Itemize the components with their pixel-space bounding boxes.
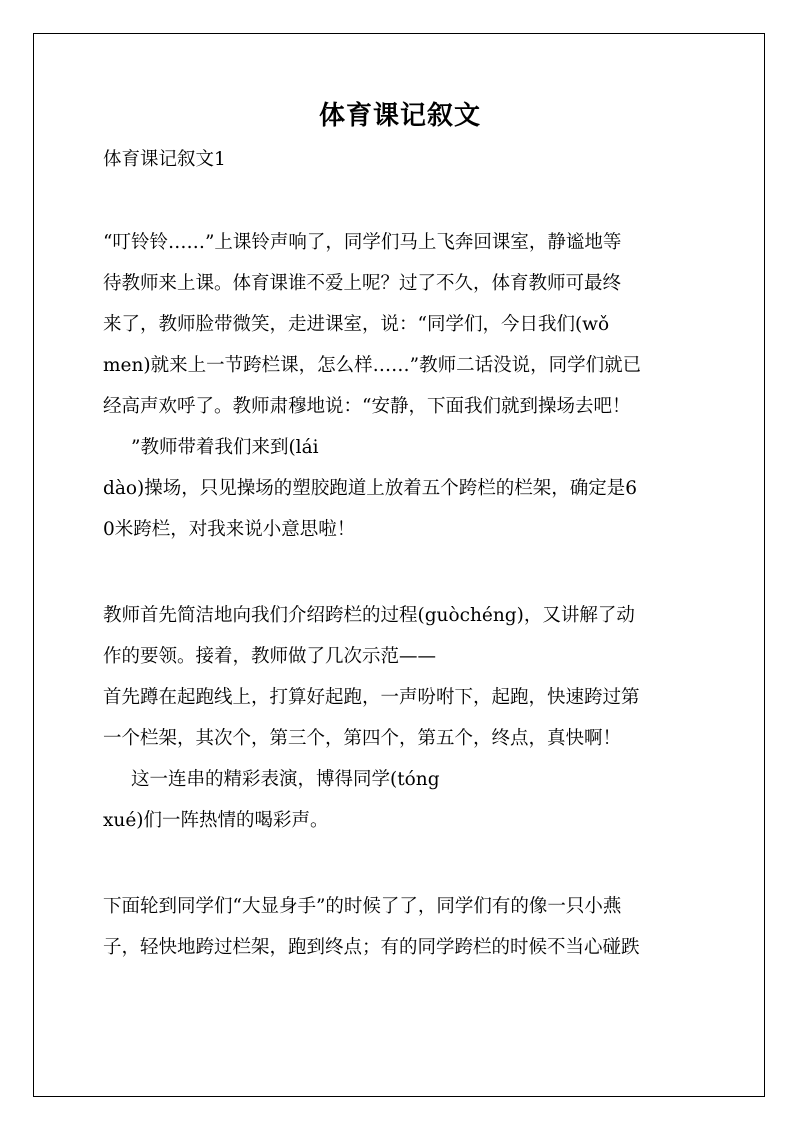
paragraph-line: men)就来上一节跨栏课，怎么样……”教师二话没说，同学们就已 xyxy=(103,355,642,376)
paragraph-line: 0米跨栏，对我来说小意思啦！ xyxy=(103,519,356,540)
paragraph-line: xué)们一阵热情的喝彩声。 xyxy=(103,810,329,831)
paragraph-line: 下面轮到同学们“大显身手”的时候了了，同学们有的像一只小燕 xyxy=(103,896,622,917)
paragraph-line: 一个栏架，其次个，第三个，第四个，第五个，终点，真快啊！ xyxy=(103,728,622,749)
paragraph-line: 这一连串的精彩表演，博得同学(tóng xyxy=(131,769,440,790)
paragraph-line: 作的要领。接着，教师做了几次示范—— xyxy=(103,646,437,667)
paragraph-line: dào)操场，只见操场的塑胶跑道上放着五个跨栏的栏架，确定是6 xyxy=(103,478,638,499)
paragraph-line: 来了，教师脸带微笑，走进课室，说：“同学们，今日我们(wǒ xyxy=(103,314,610,335)
paragraph-line: 经高声欢呼了。教师肃穆地说：“安静，下面我们就到操场去吧！ xyxy=(103,396,631,417)
document-subtitle: 体育课记叙文1 xyxy=(103,149,226,170)
paragraph-line: 子，轻快地跨过栏架，跑到终点；有的同学跨栏的时候不当心碰跌 xyxy=(103,937,640,958)
paragraph-line: 教师首先简洁地向我们介绍跨栏的过程(guòchéng)，又讲解了动 xyxy=(103,605,635,626)
paragraph-line: 首先蹲在起跑线上，打算好起跑，一声吩咐下，起跑，快速跨过第 xyxy=(103,687,640,708)
paragraph-line: 待教师来上课。体育课谁不爱上呢？过了不久，体育教师可最终 xyxy=(103,273,622,294)
document-title: 体育课记叙文 xyxy=(318,101,481,131)
paragraph-line: “叮铃铃……”上课铃声响了，同学们马上飞奔回课室，静谧地等 xyxy=(103,232,622,253)
paragraph-line: ”教师带着我们来到(lái xyxy=(131,437,319,458)
